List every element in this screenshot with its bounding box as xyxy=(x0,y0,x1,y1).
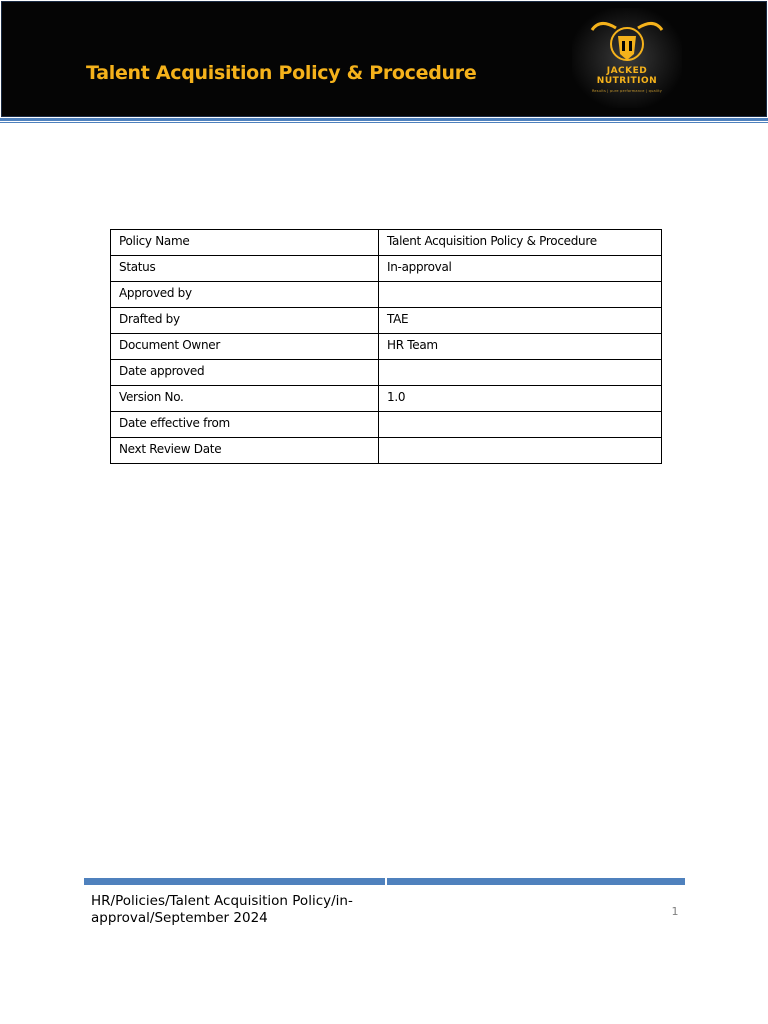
company-logo xyxy=(572,8,682,108)
field-label: Status xyxy=(111,256,379,282)
field-value: HR Team xyxy=(379,334,662,360)
field-value xyxy=(379,412,662,438)
header-divider-thin xyxy=(0,122,768,123)
page-header xyxy=(1,1,767,117)
footer-bar-left xyxy=(84,878,385,885)
footer-bar-right xyxy=(387,878,685,885)
table-row xyxy=(111,230,662,256)
table-row xyxy=(111,282,662,308)
table-row xyxy=(111,386,662,412)
table-row xyxy=(111,256,662,282)
table-row xyxy=(111,334,662,360)
logo-brand-line1: JACKED xyxy=(606,66,648,76)
table-row xyxy=(111,438,662,464)
table-row xyxy=(111,412,662,438)
field-label: Approved by xyxy=(111,282,379,308)
field-label: Date approved xyxy=(111,360,379,386)
document-title: Talent Acquisition Policy & Procedure xyxy=(86,62,477,84)
field-label: Document Owner xyxy=(111,334,379,360)
field-label: Policy Name xyxy=(111,230,379,256)
logo-tagline: Results | pure performance | quality xyxy=(591,89,663,93)
field-value: Talent Acquisition Policy & Procedure xyxy=(379,230,662,256)
field-value xyxy=(379,438,662,464)
field-value xyxy=(379,360,662,386)
field-label: Date effective from xyxy=(111,412,379,438)
document-metadata-table xyxy=(110,229,662,464)
page-number: 1 xyxy=(671,905,679,918)
table-row xyxy=(111,360,662,386)
field-label: Version No. xyxy=(111,386,379,412)
field-value: In-approval xyxy=(379,256,662,282)
bull-head-logo-icon xyxy=(572,8,682,68)
table-row xyxy=(111,308,662,334)
field-value xyxy=(379,282,662,308)
header-divider xyxy=(0,118,768,121)
footer-document-path: HR/Policies/Talent Acquisition Policy/in-approval/September 2024 xyxy=(91,893,353,926)
field-label: Drafted by xyxy=(111,308,379,334)
field-label: Next Review Date xyxy=(111,438,379,464)
logo-brand-line2: NUTRITION xyxy=(596,76,658,86)
field-value: 1.0 xyxy=(379,386,662,412)
field-value: TAE xyxy=(379,308,662,334)
